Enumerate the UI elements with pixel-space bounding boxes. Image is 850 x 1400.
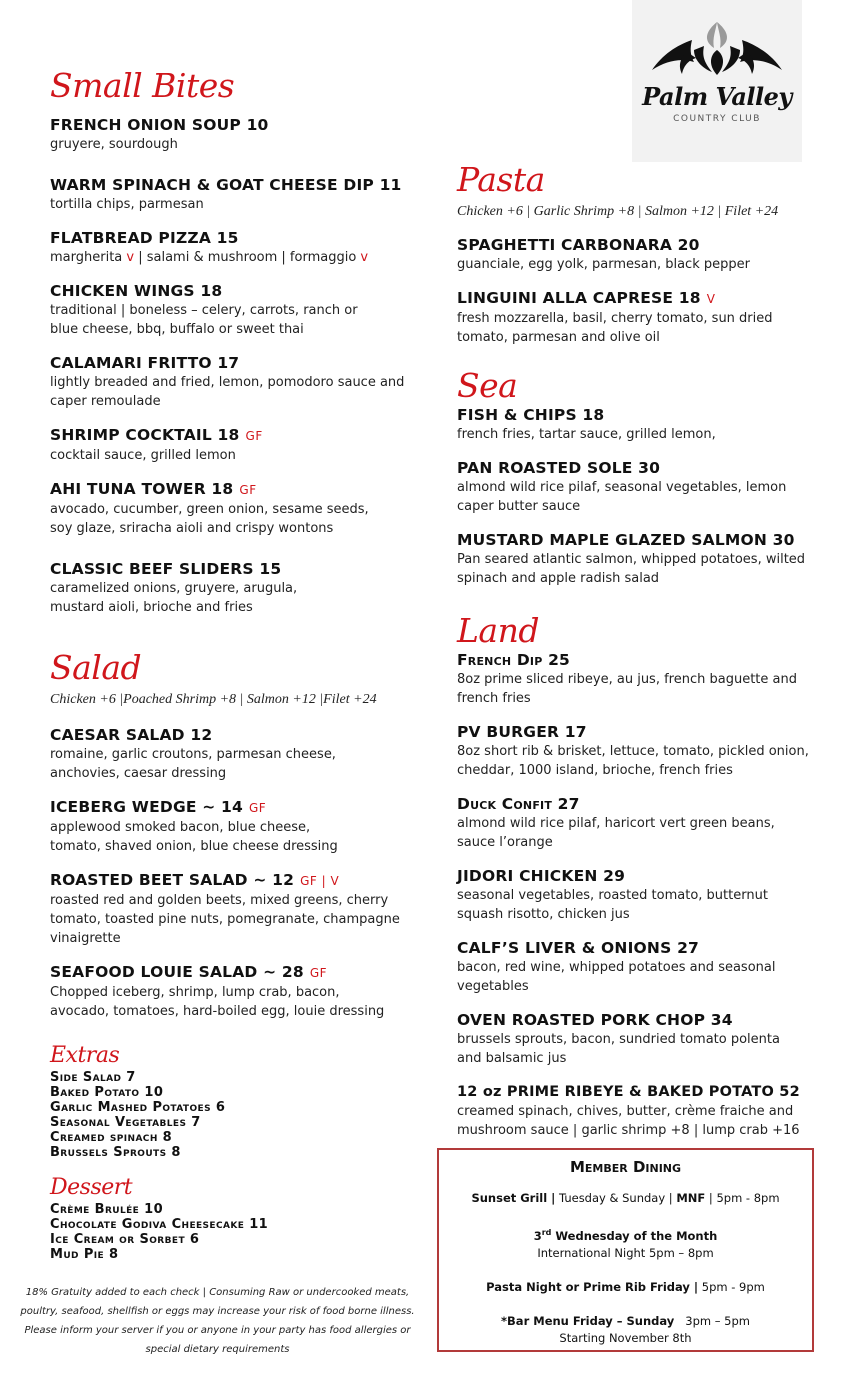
footer-line-2: Please inform your server if you or anyone in your party has food allergies or special dietary requirements <box>24 1325 411 1355</box>
palm-leaves-icon <box>632 0 802 90</box>
menu-item <box>457 1011 822 1068</box>
menu-item <box>50 798 430 856</box>
pasta-night-entry: Pasta Night or Prime Rib Friday | 5pm - 9pm <box>486 1279 765 1294</box>
salad-title: Salad <box>50 648 142 687</box>
item-name: PV BURGER 17 <box>457 723 587 741</box>
gf-tag: GF <box>309 966 328 980</box>
item-name: CAESAR SALAD 12 <box>50 726 213 744</box>
item-desc: gruyere, sourdough <box>50 137 178 152</box>
item-desc: almond wild rice pilaf, seasonal vegetables, lemon caper butter sauce <box>457 480 787 514</box>
item-desc: Chopped iceberg, shrimp, lump crab, bacon, avocado, tomatoes, hard-boiled egg, louie dressing <box>50 985 385 1019</box>
item-name: CALF’S LIVER & ONIONS 27 <box>457 939 700 957</box>
footer-line-1: 18% Gratuity added to each check | Consuming Raw or undercooked meats, poultry, seafood, shellfish or eggs may increase your risk of food borne illness. <box>20 1287 415 1317</box>
item-name: OVEN ROASTED PORK CHOP 34 <box>457 1011 733 1029</box>
gf-tag: GF <box>245 429 263 443</box>
menu-item <box>457 236 822 274</box>
menu-item <box>50 726 430 783</box>
extras-item: Garlic Mashed Potatoes 6 <box>50 1100 226 1115</box>
extras-item: Brussels Sprouts 8 <box>50 1145 181 1160</box>
extras-list <box>50 1070 430 1160</box>
extras-title: Extras <box>50 1043 120 1068</box>
menu-item <box>50 560 430 617</box>
pasta-addons: Chicken +6 | Garlic Shrimp +8 | Salmon +12 | Filet +24 <box>457 204 779 219</box>
item-name: ICEBERG WEDGE ~ 14 GF <box>50 798 267 816</box>
logo-name: Palm Valley <box>642 82 792 111</box>
sunset-grill-entry: Sunset Grill | Tuesday & Sunday | MNF | 5pm - 8pm <box>471 1191 780 1205</box>
gf-tag: GF <box>249 801 267 815</box>
item-desc: romaine, garlic croutons, parmesan cheese, anchovies, caesar dressing <box>50 747 336 781</box>
item-desc: guanciale, egg yolk, parmesan, black pepper <box>457 257 750 272</box>
item-desc: tortilla chips, parmesan <box>50 197 204 212</box>
right-column <box>457 160 822 1155</box>
salad-addons: Chicken +6 |Poached Shrimp +8 | Salmon +12 |Filet +24 <box>50 692 377 707</box>
menu-item <box>50 963 430 1021</box>
item-desc: creamed spinach, chives, butter, crème fraiche and mushroom sauce | garlic shrimp +8 | lump crab +16 <box>457 1104 800 1138</box>
logo <box>632 0 802 162</box>
dessert-item: Mud Pie 8 <box>50 1247 119 1262</box>
pasta-title: Pasta <box>457 160 545 199</box>
item-name: WARM SPINACH & GOAT CHEESE DIP 11 <box>50 176 402 194</box>
item-name: CHICKEN WINGS 18 <box>50 282 223 300</box>
international-night-entry: 3rd Wednesday of the Month International Night 5pm – 8pm <box>533 1228 718 1260</box>
item-desc: roasted red and golden beets, mixed greens, cherry tomato, toasted pine nuts, pomegranate, champagne vinaigrette <box>50 893 400 946</box>
item-name: SHRIMP COCKTAIL 18 GF <box>50 426 263 444</box>
dessert-item: Ice Cream or Sorbet 6 <box>50 1232 200 1247</box>
item-desc: caramelized onions, gruyere, arugula, mustard aioli, brioche and fries <box>50 581 298 615</box>
menu-item <box>457 723 822 780</box>
extras-item: Side Salad 7 <box>50 1070 136 1085</box>
item-desc: cocktail sauce, grilled lemon <box>50 448 236 463</box>
item-desc: brussels sprouts, bacon, sundried tomato polenta and balsamic jus <box>457 1032 780 1066</box>
item-desc: fresh mozzarella, basil, cherry tomato, sun dried tomato, parmesan and olive oil <box>457 311 773 345</box>
item-desc: avocado, cucumber, green onion, sesame seeds, soy glaze, sriracha aioli and crispy wontons <box>50 502 369 536</box>
menu-item <box>457 289 822 347</box>
dessert-list <box>50 1202 430 1262</box>
menu-item <box>457 651 822 708</box>
land-title: Land <box>457 611 539 650</box>
item-desc: 8oz short rib & brisket, lettuce, tomato, pickled onion, cheddar, 1000 island, brioche, french fries <box>457 744 809 778</box>
gf-tag: GF <box>239 483 257 497</box>
menu-item <box>457 939 822 996</box>
menu-item <box>457 406 822 444</box>
menu-item <box>50 426 430 465</box>
dessert-item: Crème Brulée 10 <box>50 1202 164 1217</box>
item-desc: french fries, tartar sauce, grilled lemon, <box>457 427 716 442</box>
item-desc: almond wild rice pilaf, haricort vert green beans, sauce l’orange <box>457 816 775 850</box>
extras-item: Seasonal Vegetables 7 <box>50 1115 201 1130</box>
menu-item <box>50 229 430 267</box>
extras-item: Baked Potato 10 <box>50 1085 164 1100</box>
item-name: CLASSIC BEEF SLIDERS 15 <box>50 560 282 578</box>
dessert-item: Chocolate Godiva Cheesecake 11 <box>50 1217 269 1232</box>
menu-item <box>50 354 430 411</box>
item-desc: applewood smoked bacon, blue cheese, tomato, shaved onion, blue cheese dressing <box>50 820 338 854</box>
menu-item <box>457 867 822 924</box>
item-name: 12 oz PRIME RIBEYE & BAKED POTATO 52 <box>457 1084 800 1100</box>
footer-note <box>20 1283 415 1359</box>
item-desc: 8oz prime sliced ribeye, au jus, french baguette and french fries <box>457 672 797 706</box>
item-name: FLATBREAD PIZZA 15 <box>50 229 239 247</box>
item-name: AHI TUNA TOWER 18 GF <box>50 480 257 498</box>
item-name: LINGUINI ALLA CAPRESE 18 V <box>457 289 716 307</box>
item-name: JIDORI CHICKEN 29 <box>457 867 626 885</box>
member-dining-box <box>437 1148 814 1352</box>
item-name: ROASTED BEET SALAD ~ 12 GF | V <box>50 871 340 889</box>
item-name: PAN ROASTED SOLE 30 <box>457 459 661 477</box>
item-name: SEAFOOD LOUIE SALAD ~ 28 GF <box>50 963 328 981</box>
v-tag: V <box>706 292 716 306</box>
menu-item <box>50 176 430 214</box>
item-desc: traditional | boneless – celery, carrots, ranch or blue cheese, bbq, buffalo or sweet thai <box>50 303 358 337</box>
item-name: French Dip 25 <box>457 651 571 669</box>
item-desc: margherita v | salami & mushroom | formaggio v <box>50 250 369 265</box>
item-desc: seasonal vegetables, roasted tomato, butternut squash risotto, chicken jus <box>457 888 768 922</box>
item-name: CALAMARI FRITTO 17 <box>50 354 240 372</box>
menu-item <box>457 531 822 588</box>
item-name: FISH & CHIPS 18 <box>457 406 605 424</box>
item-name: SPAGHETTI CARBONARA 20 <box>457 236 700 254</box>
sea-title: Sea <box>457 366 518 405</box>
menu-item <box>457 1083 822 1140</box>
menu-item <box>457 459 822 516</box>
item-desc: bacon, red wine, whipped potatoes and seasonal vegetables <box>457 960 776 994</box>
item-desc: Pan seared atlantic salmon, whipped potatoes, wilted spinach and apple radish salad <box>457 552 806 586</box>
item-name: MUSTARD MAPLE GLAZED SALMON 30 <box>457 531 795 549</box>
logo-subtitle: COUNTRY CLUB <box>673 114 761 124</box>
menu-item <box>50 282 430 339</box>
small-bites-title: Small Bites <box>50 66 235 105</box>
dessert-title: Dessert <box>50 1175 133 1200</box>
item-name: FRENCH ONION SOUP 10 <box>50 116 269 134</box>
menu-item <box>50 480 430 538</box>
bar-menu-entry: *Bar Menu Friday – Sunday 3pm – 5pm Starting November 8th <box>501 1313 750 1345</box>
menu-item <box>50 116 430 154</box>
extras-item: Creamed spinach 8 <box>50 1130 173 1145</box>
left-column <box>50 66 430 1262</box>
member-dining-title: Member Dining <box>569 1158 682 1176</box>
item-name: Duck Confit 27 <box>457 795 580 813</box>
item-desc: lightly breaded and fried, lemon, pomodoro sauce and caper remoulade <box>50 375 405 409</box>
menu-item <box>50 871 430 948</box>
gf-v-tag: GF | V <box>300 874 340 888</box>
menu-item <box>457 795 822 852</box>
